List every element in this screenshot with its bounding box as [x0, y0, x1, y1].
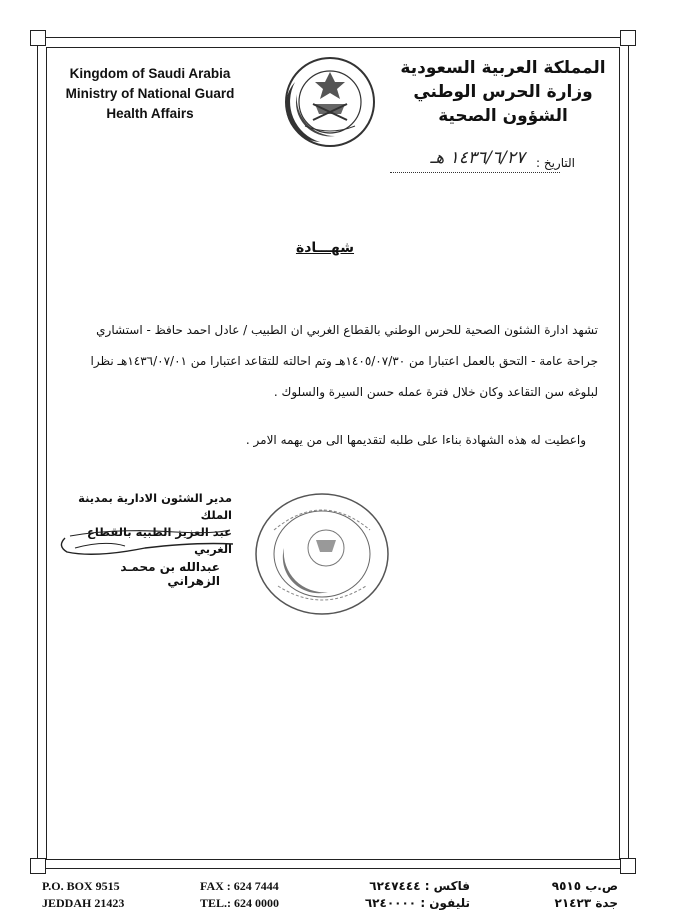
city-postal-ar: جدة ٢١٤٢٣ [554, 896, 618, 910]
date-label: التاريخ : [535, 156, 575, 170]
certificate-closing-line: واعطيت له هذه الشهادة بناءا على طلبه لتقديمها الى من يهمه الامر . [245, 433, 586, 447]
date-row [340, 148, 590, 178]
signatory-title-line-2: عبد العزيز الطبية بالقطاع الغربي [86, 525, 232, 556]
signatory-title-line-1: مدير الشئون الادارية بمدينة الملك [78, 491, 232, 522]
footer-address-en [42, 878, 124, 912]
footer-address-ar [528, 878, 618, 912]
handwritten-date: ١٤٣٦/٦/٢٧ [449, 148, 525, 168]
country-name-ar: المملكة العربية السعودية [400, 58, 606, 78]
english-letterhead [55, 64, 245, 124]
certificate-line-3: لبلوغه سن التقاعد وكان خلال فترة عمله حسن السيرة والسلوك . [273, 385, 598, 399]
telephone-number: TEL.: 624 0000 [200, 896, 280, 910]
border-corner-ornament [30, 30, 46, 46]
country-name: Kingdom of Saudi Arabia [69, 66, 231, 81]
footer-contact-en [200, 878, 279, 912]
ministry-name: Ministry of National Guard [65, 86, 235, 101]
border-corner-ornament [620, 30, 636, 46]
certificate-line-2: جراحة عامة - التحق بالعمل اعتبارا من ١٤٠٥/٠٧/٣٠هـ وتم احالته للتقاعد اعتبارا من ١٤٣٦/٠٧/٠١هـ نظرا [90, 354, 598, 368]
date-underline [390, 172, 560, 173]
po-box: P.O. BOX 9515 [42, 879, 120, 893]
telephone-number-ar: تليفون : ٦٢٤٠٠٠٠ [364, 896, 470, 910]
border-corner-ornament [620, 858, 636, 874]
footer-contact-ar [362, 878, 470, 912]
signatory-name: عبدالله بن محمـد الزهراني [120, 560, 220, 588]
department-name-ar: الشؤون الصحية [438, 106, 568, 126]
po-box-ar: ص.ب ٩٥١٥ [551, 879, 618, 893]
handwritten-signature [55, 518, 240, 566]
date-value [360, 148, 525, 168]
department-name: Health Affairs [106, 106, 194, 121]
arabic-letterhead [398, 56, 608, 128]
certificate-line-1: تشهد ادارة الشئون الصحية للحرس الوطني بالقطاع الغربي ان الطبيب / عادل احمد حافظ - استشاري [96, 323, 598, 337]
fax-number: FAX : 624 7444 [200, 879, 279, 893]
border-corner-ornament [30, 858, 46, 874]
city-postal: JEDDAH 21423 [42, 896, 125, 910]
ministry-name-ar: وزارة الحرس الوطني [413, 82, 593, 102]
official-stamp-icon [252, 490, 392, 618]
hijri-suffix: هـ [430, 148, 445, 168]
national-guard-emblem-icon [275, 52, 385, 152]
fax-number-ar: فاكس : ٦٢٤٧٤٤٤ [369, 879, 470, 893]
certificate-title: شهـــادة [295, 240, 355, 256]
